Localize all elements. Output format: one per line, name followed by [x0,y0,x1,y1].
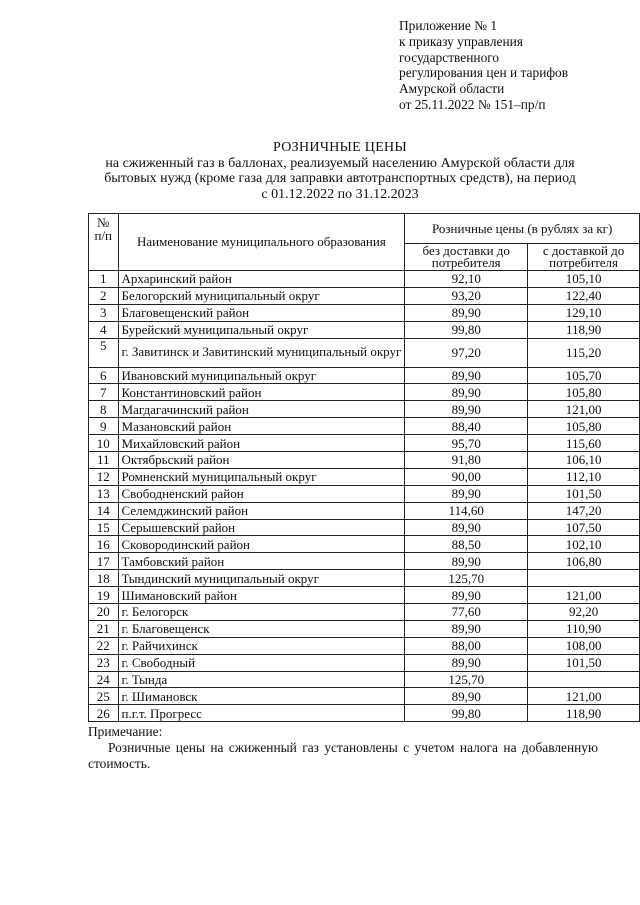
row-municipality: Михайловский район [118,435,405,452]
row-number: 17 [89,553,119,570]
table-row [89,671,640,688]
row-number: 16 [89,536,119,553]
row-price-with-delivery: 105,10 [528,271,640,288]
row-price-without-delivery: 89,90 [405,384,528,401]
row-price-with-delivery: 105,70 [528,367,640,384]
table-row [89,637,640,654]
row-number: 4 [89,321,119,338]
row-municipality: Мазановский район [118,418,405,435]
row-price-without-delivery: 90,00 [405,468,528,485]
table-row [89,401,640,418]
row-municipality: г. Завитинск и Завитинский муниципальный округ [118,338,405,367]
row-number: 14 [89,502,119,519]
row-municipality: г. Свободный [118,654,405,671]
row-number: 13 [89,485,119,502]
row-price-with-delivery: 92,20 [528,604,640,621]
table-row [89,587,640,604]
row-price-without-delivery: 89,90 [405,620,528,637]
row-price-with-delivery: 101,50 [528,654,640,671]
row-price-with-delivery: 107,50 [528,519,640,536]
title-subtitle-line: бытовых нужд (кроме газа для заправки автотранспортных средств), на период [104,171,576,186]
row-price-without-delivery: 88,00 [405,637,528,654]
table-row [89,468,640,485]
row-price-without-delivery: 89,90 [405,304,528,321]
row-price-without-delivery: 89,90 [405,553,528,570]
row-price-without-delivery: 95,70 [405,435,528,452]
row-municipality: Магдагачинский район [118,401,405,418]
row-municipality: Шимановский район [118,587,405,604]
row-municipality: Архаринский район [118,271,405,288]
row-number: 15 [89,519,119,536]
document-title [70,140,610,202]
row-number: 22 [89,637,119,654]
header-without-delivery: без доставки до потребителя [405,244,528,271]
row-number: 11 [89,452,119,469]
row-municipality: г. Белогорск [118,604,405,621]
appendix-line: регулирования цен и тарифов [399,65,569,81]
header-num: № п/п [89,214,119,271]
note-block [88,724,598,772]
row-price-with-delivery [528,671,640,688]
table-row [89,367,640,384]
row-number: 18 [89,570,119,587]
row-municipality: Свободненский район [118,485,405,502]
table-row [89,384,640,401]
row-price-without-delivery: 77,60 [405,604,528,621]
appendix-line: к приказу управления [399,33,523,49]
header-prices: Розничные цены (в рублях за кг) [405,214,640,244]
row-price-with-delivery: 105,80 [528,384,640,401]
row-number: 20 [89,604,119,621]
row-number: 12 [89,468,119,485]
row-price-with-delivery [528,570,640,587]
row-municipality: Сковородинский район [118,536,405,553]
row-number: 23 [89,654,119,671]
row-price-with-delivery: 121,00 [528,688,640,705]
row-price-without-delivery: 88,40 [405,418,528,435]
table-row [89,485,640,502]
row-price-without-delivery: 99,80 [405,705,528,722]
row-price-without-delivery: 89,90 [405,485,528,502]
table-row [89,536,640,553]
title-main: РОЗНИЧНЫЕ ЦЕНЫ [273,140,407,155]
table-row [89,654,640,671]
header-name: Наименование муниципального образования [118,214,405,271]
note-text: Розничные цены на сжиженный газ установлены с учетом налога на добавленную стоимость. [88,740,598,771]
table-row [89,519,640,536]
row-price-with-delivery: 112,10 [528,468,640,485]
row-price-without-delivery: 91,80 [405,452,528,469]
row-municipality: Белогорский муниципальный округ [118,287,405,304]
row-price-without-delivery: 89,90 [405,688,528,705]
note-heading: Примечание: [88,724,163,739]
header-with-delivery: с доставкой до потребителя [528,244,640,271]
row-price-without-delivery: 89,90 [405,367,528,384]
row-price-with-delivery: 122,40 [528,287,640,304]
row-number: 9 [89,418,119,435]
row-municipality: г. Шимановск [118,688,405,705]
appendix-line: Амурской области [399,81,505,97]
table-row [89,287,640,304]
appendix-line: Приложение № 1 [399,18,498,33]
row-price-without-delivery: 97,20 [405,338,528,367]
row-number: 1 [89,271,119,288]
appendix-line: государственного [399,49,500,65]
row-price-with-delivery: 101,50 [528,485,640,502]
title-subtitle-line: на сжиженный газ в баллонах, реализуемый населению Амурской области для [105,155,575,171]
table-row [89,271,640,288]
row-municipality: Бурейский муниципальный округ [118,321,405,338]
row-price-without-delivery: 114,60 [405,502,528,519]
row-municipality: Селемджинский район [118,502,405,519]
row-price-with-delivery: 118,90 [528,321,640,338]
row-price-without-delivery: 89,90 [405,587,528,604]
row-price-with-delivery: 115,60 [528,435,640,452]
row-number: 5 [89,338,119,367]
table-row [89,418,640,435]
table-row [89,688,640,705]
row-price-with-delivery: 115,20 [528,338,640,367]
row-municipality: Серышевский район [118,519,405,536]
row-number: 2 [89,287,119,304]
row-price-without-delivery: 88,50 [405,536,528,553]
row-price-with-delivery: 106,80 [528,553,640,570]
row-municipality: г. Райчихинск [118,637,405,654]
row-number: 19 [89,587,119,604]
row-price-without-delivery: 89,90 [405,401,528,418]
table-row [89,570,640,587]
table-row [89,604,640,621]
row-municipality: Константиновский район [118,384,405,401]
row-price-without-delivery: 99,80 [405,321,528,338]
row-number: 24 [89,671,119,688]
table-row [89,502,640,519]
table-row [89,452,640,469]
row-number: 25 [89,688,119,705]
row-price-with-delivery: 121,00 [528,401,640,418]
row-number: 6 [89,367,119,384]
row-number: 21 [89,620,119,637]
row-price-without-delivery: 92,10 [405,271,528,288]
prices-table [88,213,640,722]
row-price-with-delivery: 106,10 [528,452,640,469]
row-price-without-delivery: 125,70 [405,570,528,587]
row-price-with-delivery: 110,90 [528,620,640,637]
row-municipality: Ивановский муниципальный округ [118,367,405,384]
row-price-with-delivery: 108,00 [528,637,640,654]
row-price-without-delivery: 93,20 [405,287,528,304]
row-price-with-delivery: 147,20 [528,502,640,519]
table-row [89,620,640,637]
row-number: 8 [89,401,119,418]
appendix-line: от 25.11.2022 № 151–пр/п [399,96,546,112]
row-price-with-delivery: 129,10 [528,304,640,321]
row-municipality: г. Благовещенск [118,620,405,637]
row-price-with-delivery: 118,90 [528,705,640,722]
table-row [89,705,640,722]
row-number: 26 [89,705,119,722]
row-municipality: Тамбовский район [118,553,405,570]
row-municipality: Тындинский муниципальный округ [118,570,405,587]
row-municipality: Ромненский муниципальный округ [118,468,405,485]
appendix-block [399,18,568,113]
row-price-without-delivery: 125,70 [405,671,528,688]
row-price-with-delivery: 105,80 [528,418,640,435]
title-period: с 01.12.2022 по 31.12.2023 [261,186,419,202]
row-municipality: п.г.т. Прогресс [118,705,405,722]
table-row [89,338,640,367]
row-municipality: Октябрьский район [118,452,405,469]
row-number: 3 [89,304,119,321]
row-municipality: г. Тында [118,671,405,688]
row-price-without-delivery: 89,90 [405,654,528,671]
row-price-with-delivery: 121,00 [528,587,640,604]
row-number: 7 [89,384,119,401]
row-price-without-delivery: 89,90 [405,519,528,536]
row-number: 10 [89,435,119,452]
table-row [89,304,640,321]
table-row [89,435,640,452]
table-row [89,553,640,570]
row-price-with-delivery: 102,10 [528,536,640,553]
table-row [89,321,640,338]
row-municipality: Благовещенский район [118,304,405,321]
